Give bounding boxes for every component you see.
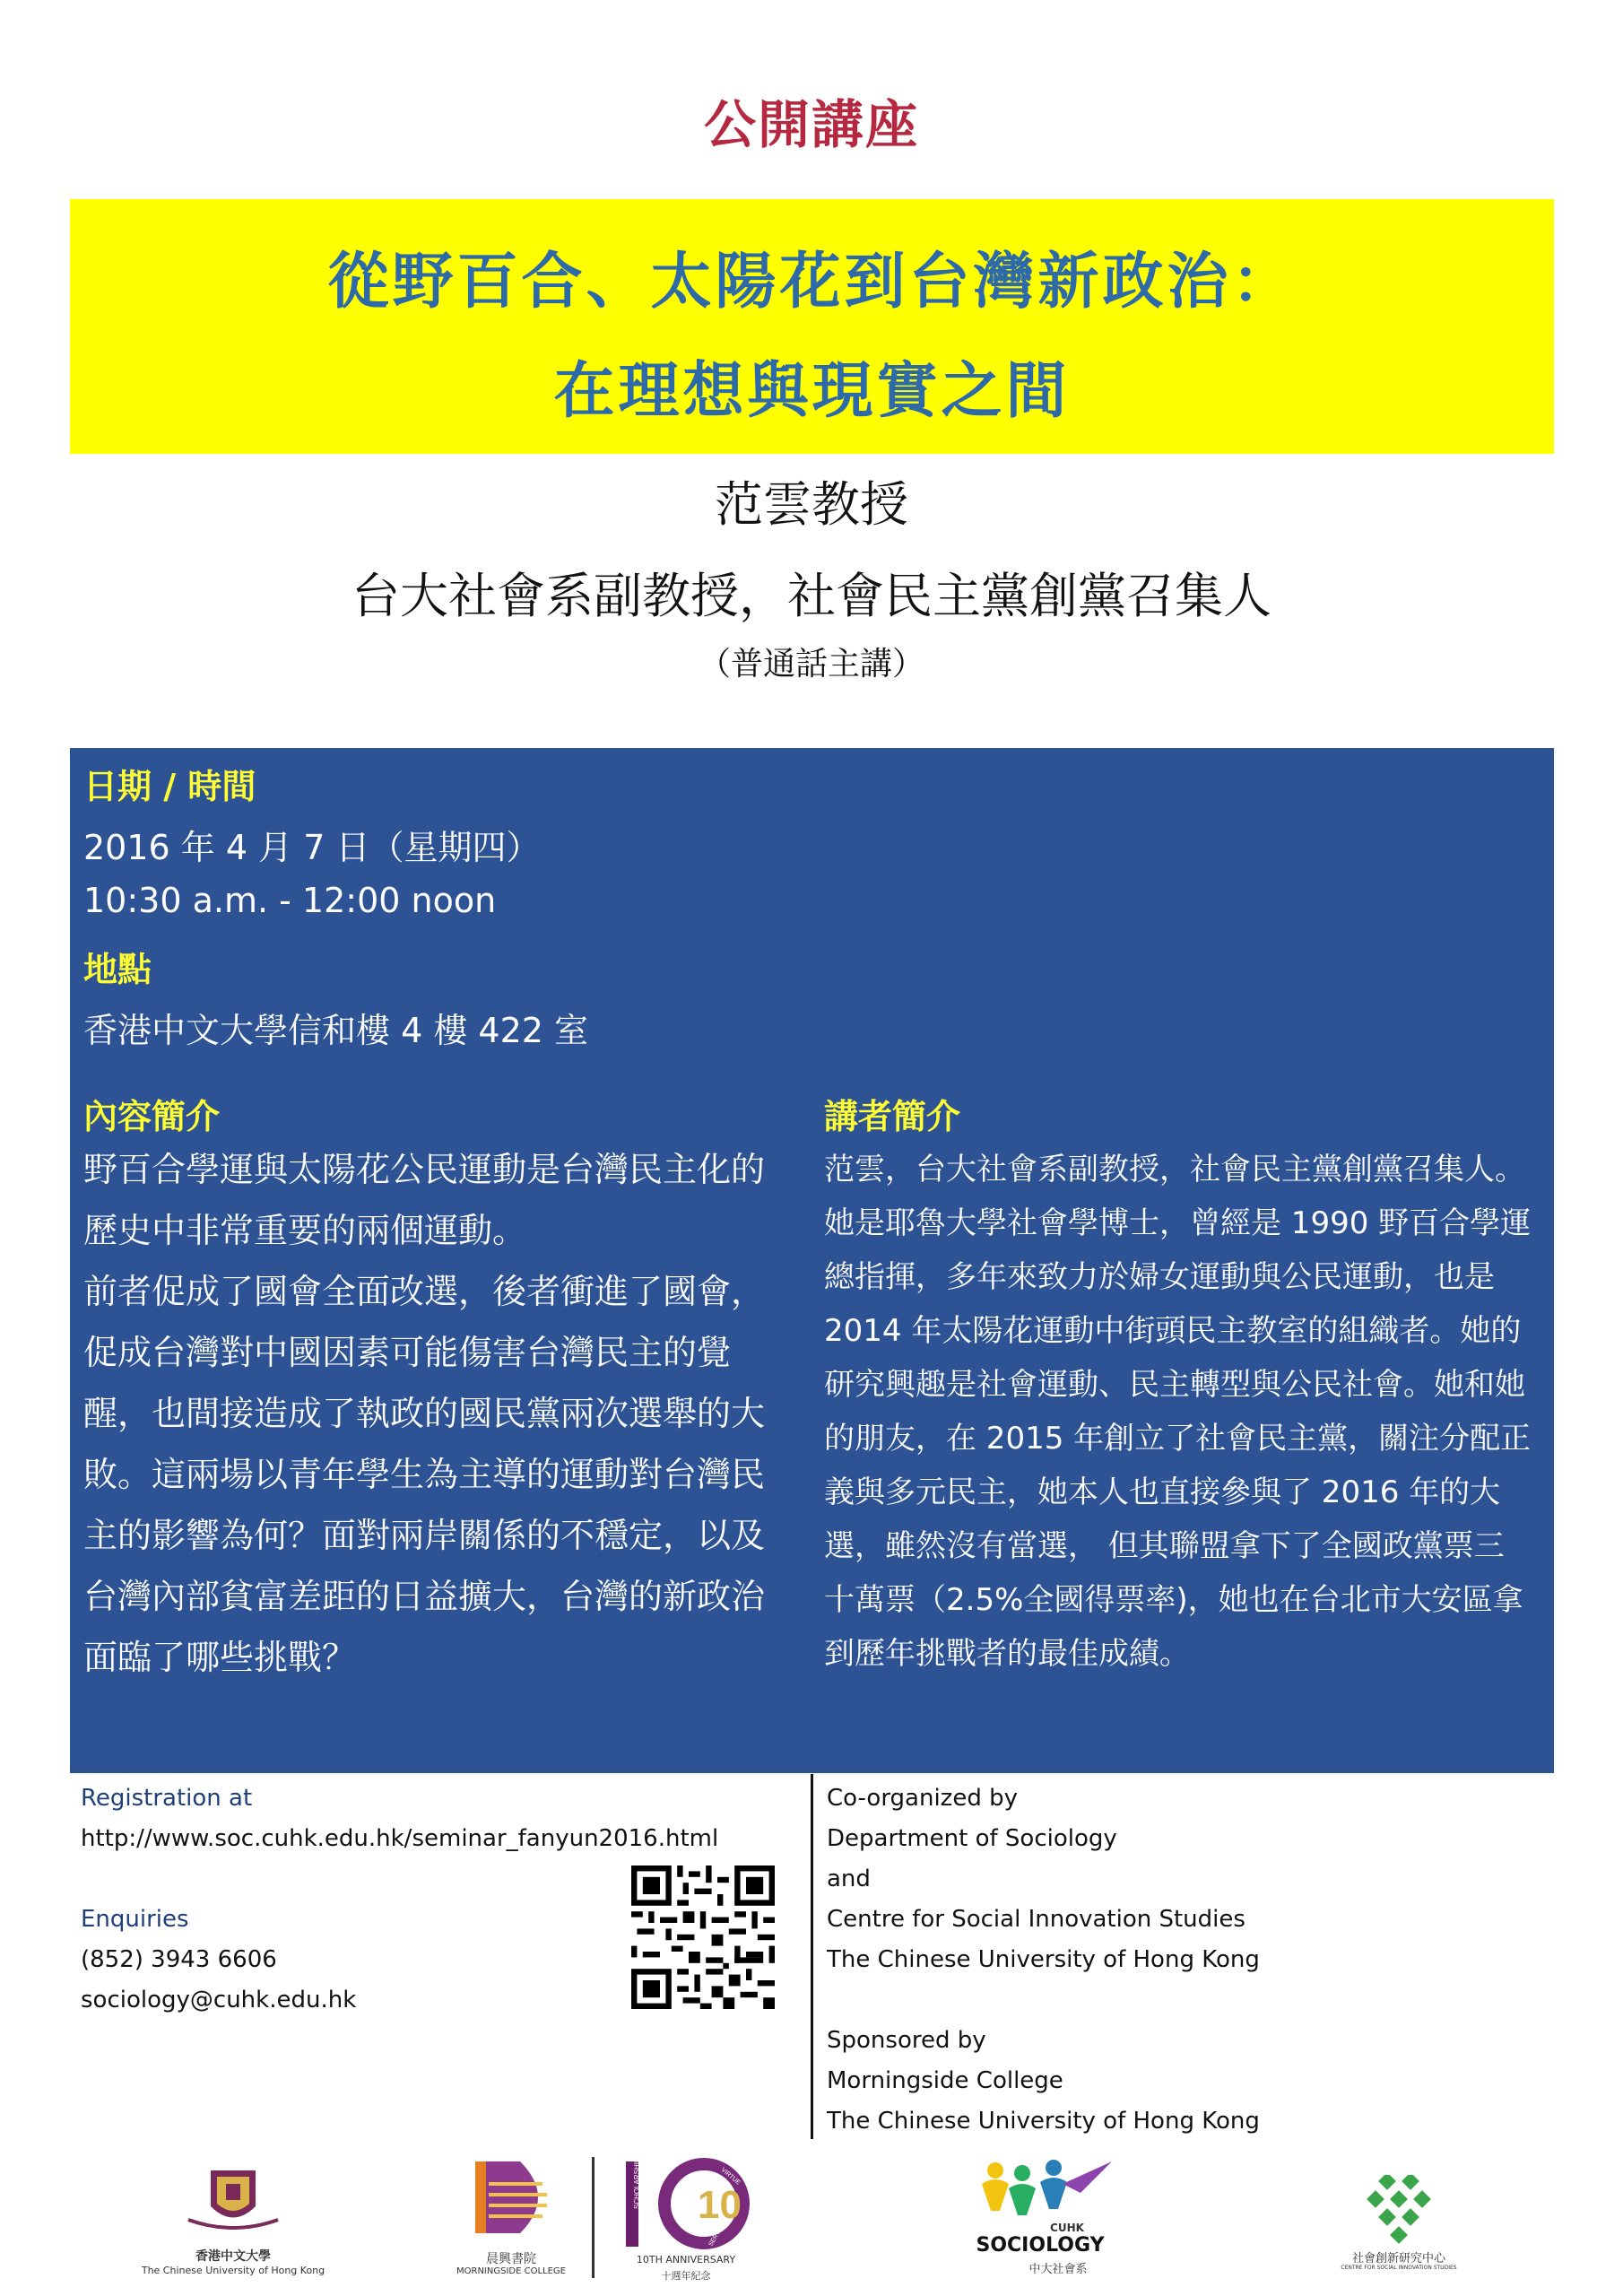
logo-divider xyxy=(592,2157,595,2278)
bio-line: 研究興趣是社會運動、民主轉型與公民社會。她和她 xyxy=(824,1367,1525,1403)
enquiries-label: Enquiries xyxy=(81,1906,189,1933)
title-banner xyxy=(70,199,1554,454)
cuhk-logo-en: The Chinese University of Hong Kong xyxy=(141,2265,325,2276)
abstract-line: 面臨了哪些挑戰？ xyxy=(83,1638,357,1677)
abstract-line: 促成台灣對中國因素可能傷害台灣民主的覺 xyxy=(83,1333,732,1372)
abstract-line: 台灣內部貧富差距的日益擴大，台灣的新政治 xyxy=(83,1577,766,1616)
anniversary-logo xyxy=(619,2157,753,2283)
bio-line: 2014 年太陽花運動中街頭民主教室的組織者。她的 xyxy=(824,1313,1522,1349)
anniversary-ring-icon xyxy=(619,2157,753,2251)
csis-logo xyxy=(1341,2175,1457,2278)
title-line-2: 在理想與現實之間 xyxy=(553,356,1071,427)
sponsor-line: Morningside College xyxy=(827,2067,1063,2094)
abstract-line: 野百合學運與太陽花公民運動是台灣民主化的 xyxy=(83,1150,766,1189)
csis-lattice-icon xyxy=(1341,2175,1457,2247)
bio-line: 范雲，台大社會系副教授，社會民主黨創黨召集人。 xyxy=(824,1152,1525,1187)
abstract-line: 前者促成了國會全面改選，後者衝進了國會， xyxy=(83,1272,766,1311)
coorganizer-line: Centre for Social Innovation Studies xyxy=(827,1906,1245,1933)
bio-line: 十萬票（2.5%全國得票率)，她也在台北市大安區拿 xyxy=(824,1582,1523,1618)
sociology-logo-zh: 中大社會系 xyxy=(1028,2263,1088,2276)
morningside-logo-en: MORNINGSIDE COLLEGE xyxy=(456,2266,566,2276)
morningside-logo xyxy=(444,2157,578,2283)
sociology-logo-main: SOCIOLOGY xyxy=(976,2234,1105,2257)
language-note: （普通話主講） xyxy=(698,646,924,683)
coorganizer-line: Department of Sociology xyxy=(827,1825,1117,1852)
speaker-title: 台大社會系副教授，社會民主黨創黨召集人 xyxy=(352,568,1271,624)
bio-line: 總指揮，多年來致力於婦女運動與公民運動，也是 xyxy=(824,1259,1495,1295)
sponsor-line: The Chinese University of Hong Kong xyxy=(827,2108,1260,2135)
abstract-line: 主的影響為何？面對兩岸關係的不穩定，以及 xyxy=(83,1516,766,1555)
abstract-line: 醒，也間接造成了執政的國民黨兩次選舉的大 xyxy=(83,1394,766,1433)
enquiries-phone: (852) 3943 6606 xyxy=(81,1946,277,1973)
abstract-line: 敗。這兩場以青年學生為主導的運動對台灣民 xyxy=(83,1455,766,1494)
coorganizer-line: The Chinese University of Hong Kong xyxy=(827,1946,1260,1973)
abstract-heading: 內容簡介 xyxy=(83,1097,221,1136)
coorganizer-line: and xyxy=(827,1866,871,1892)
qr-code[interactable] xyxy=(631,1866,775,2009)
cuhk-crest-icon xyxy=(135,2166,332,2247)
event-time: 10:30 a.m. - 12:00 noon xyxy=(83,881,497,920)
anniversary-logo-en: 10TH ANNIVERSARY xyxy=(636,2254,736,2266)
footer-divider xyxy=(811,1774,813,2139)
enquiries-email[interactable]: sociology@cuhk.edu.hk xyxy=(81,1987,357,2013)
bio-line: 的朋友，在 2015 年創立了社會民主黨，關注分配正 xyxy=(824,1421,1532,1457)
registration-label: Registration at xyxy=(81,1785,253,1812)
morningside-logo-zh: 晨興書院 xyxy=(486,2252,536,2266)
cuhk-logo xyxy=(135,2166,332,2283)
event-date: 2016 年 4 月 7 日（星期四） xyxy=(83,828,541,867)
venue-heading: 地點 xyxy=(83,950,152,989)
title-line-1: 從野百合、太陽花到台灣新政治： xyxy=(327,247,1297,317)
bio-line: 選，雖然沒有當選， 但其聯盟拿下了全國政黨票三 xyxy=(824,1528,1505,1564)
registration-link[interactable]: http://www.soc.cuhk.edu.hk/seminar_fanyun2016.html xyxy=(81,1825,719,1852)
anniversary-ring-bottom: SERVICE xyxy=(707,2220,727,2248)
bio-text xyxy=(824,1143,1531,1681)
speaker-name: 范雲教授 xyxy=(715,476,908,533)
event-venue: 香港中文大學信和樓 4 樓 422 室 xyxy=(83,1011,589,1050)
csis-logo-en: CENTRE FOR SOCIAL INNOVATION STUDIES xyxy=(1341,2265,1457,2271)
bio-line: 她是耶魯大學社會學博士，曾經是 1990 野百合學運 xyxy=(824,1205,1532,1241)
abstract-text xyxy=(83,1139,765,1688)
abstract-line: 歷史中非常重要的兩個運動。 xyxy=(83,1211,527,1250)
cuhk-logo-zh: 香港中文大學 xyxy=(195,2249,271,2264)
anniversary-logo-zh: 十週年紀念 xyxy=(661,2270,711,2282)
info-panel xyxy=(70,748,1554,1773)
coorganized-label: Co-organized by xyxy=(827,1785,1018,1812)
anniversary-ring-top: SCHOLARSHIP xyxy=(633,2157,641,2209)
sponsored-label: Sponsored by xyxy=(827,2027,986,2054)
sociology-people-icon xyxy=(964,2157,1116,2220)
csis-logo-zh: 社會創新研究中心 xyxy=(1351,2252,1445,2266)
sociology-logo-top: CUHK xyxy=(1050,2222,1084,2234)
lecture-label: 公開講座 xyxy=(703,94,919,155)
bio-line: 到歷年挑戰者的最佳成績。 xyxy=(824,1636,1190,1672)
anniversary-ring-number: 10 xyxy=(698,2183,742,2227)
bio-line: 義與多元民主，她本人也直接參與了 2016 年的大 xyxy=(824,1474,1501,1510)
date-time-heading: 日期 / 時間 xyxy=(83,767,256,806)
morningside-mark-icon xyxy=(444,2157,578,2247)
bio-heading: 講者簡介 xyxy=(824,1097,961,1136)
sociology-logo xyxy=(964,2157,1116,2278)
anniversary-ring-right: VIRTUE xyxy=(719,2167,742,2187)
